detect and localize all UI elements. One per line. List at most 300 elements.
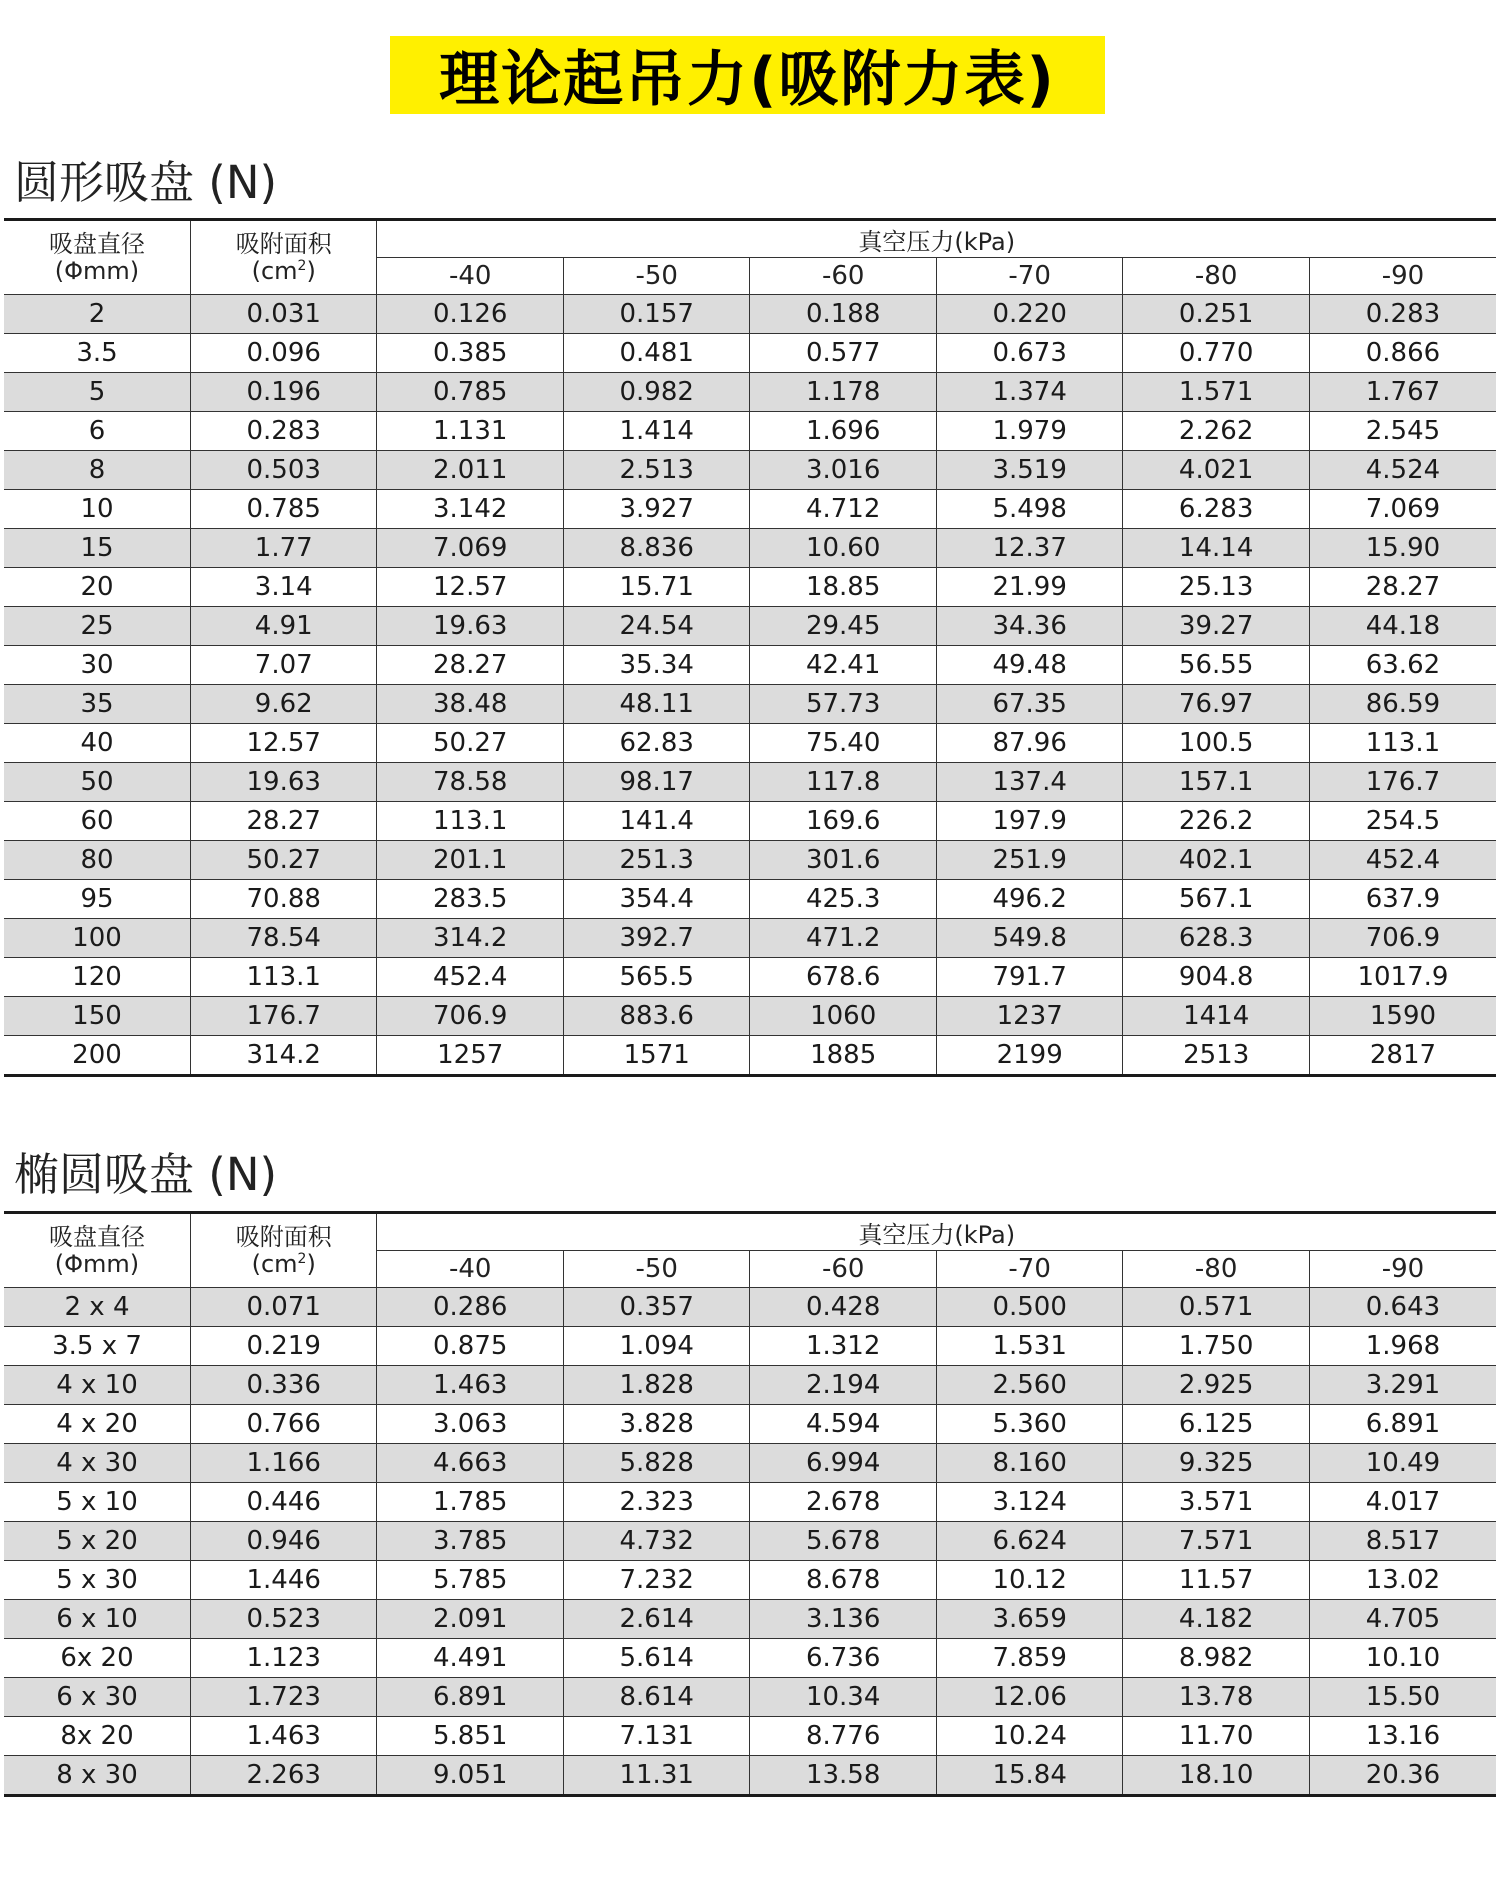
force-cell: 1885 [750, 1036, 936, 1076]
pressure-header: 真空压力(kPa) [377, 1213, 1496, 1251]
force-cell: 1.696 [750, 412, 936, 451]
force-cell: 471.2 [750, 919, 936, 958]
force-cell: 12.37 [936, 529, 1122, 568]
force-cell: 452.4 [1309, 841, 1496, 880]
round-section-title: 圆形吸盘 (N) [14, 156, 278, 209]
force-cell: 2.925 [1123, 1366, 1309, 1405]
force-cell: 11.31 [563, 1756, 749, 1796]
force-cell: 9.325 [1123, 1444, 1309, 1483]
force-cell: 251.9 [936, 841, 1122, 880]
force-cell: 197.9 [936, 802, 1122, 841]
force-cell: 4.712 [750, 490, 936, 529]
size-cell: 4 x 20 [4, 1405, 190, 1444]
force-cell: 6.283 [1123, 490, 1309, 529]
area-cell: 1.123 [190, 1639, 376, 1678]
force-cell: 25.13 [1123, 568, 1309, 607]
force-cell: 6.736 [750, 1639, 936, 1678]
area-cell: 314.2 [190, 1036, 376, 1076]
pressure-header: 真空压力(kPa) [377, 220, 1496, 258]
table-row [4, 841, 1496, 880]
size-cell: 4 x 10 [4, 1366, 190, 1405]
force-cell: 883.6 [563, 997, 749, 1036]
force-cell: 10.12 [936, 1561, 1122, 1600]
table-row [4, 1483, 1496, 1522]
force-cell: 4.017 [1309, 1483, 1496, 1522]
force-cell: 637.9 [1309, 880, 1496, 919]
force-cell: 452.4 [377, 958, 563, 997]
force-cell: 4.182 [1123, 1600, 1309, 1639]
force-cell: 254.5 [1309, 802, 1496, 841]
area-cell: 70.88 [190, 880, 376, 919]
table-row [4, 919, 1496, 958]
force-cell: 10.34 [750, 1678, 936, 1717]
area-header: 吸附面积 $(cm^2)$ [190, 220, 376, 295]
force-cell: 113.1 [377, 802, 563, 841]
force-cell: 1060 [750, 997, 936, 1036]
size-cell: 150 [4, 997, 190, 1036]
force-cell: 3.063 [377, 1405, 563, 1444]
force-cell: 567.1 [1123, 880, 1309, 919]
force-cell: 5.785 [377, 1561, 563, 1600]
force-cell: 1.979 [936, 412, 1122, 451]
force-cell: 8.614 [563, 1678, 749, 1717]
area-cell: 50.27 [190, 841, 376, 880]
force-cell: 4.594 [750, 1405, 936, 1444]
force-cell: 1.785 [377, 1483, 563, 1522]
force-cell: 1017.9 [1309, 958, 1496, 997]
force-cell: 1.463 [377, 1366, 563, 1405]
force-cell: 75.40 [750, 724, 936, 763]
force-cell: 0.770 [1123, 334, 1309, 373]
force-cell: 7.131 [563, 1717, 749, 1756]
size-cell: 2 x 4 [4, 1288, 190, 1327]
area-cell: 7.07 [190, 646, 376, 685]
force-cell: 706.9 [1309, 919, 1496, 958]
area-cell: 78.54 [190, 919, 376, 958]
area-cell: 1.166 [190, 1444, 376, 1483]
force-cell: 314.2 [377, 919, 563, 958]
table-row [4, 1288, 1496, 1327]
force-cell: 15.50 [1309, 1678, 1496, 1717]
size-cell: 80 [4, 841, 190, 880]
force-cell: 2.614 [563, 1600, 749, 1639]
force-cell: 8.517 [1309, 1522, 1496, 1561]
force-cell: 87.96 [936, 724, 1122, 763]
force-cell: 283.5 [377, 880, 563, 919]
force-cell: 2.323 [563, 1483, 749, 1522]
size-cell: 200 [4, 1036, 190, 1076]
force-cell: 11.57 [1123, 1561, 1309, 1600]
force-cell: 0.283 [1309, 295, 1496, 334]
force-cell: 35.34 [563, 646, 749, 685]
force-cell: 4.491 [377, 1639, 563, 1678]
area-cell: 2.263 [190, 1756, 376, 1796]
size-cell: 95 [4, 880, 190, 919]
force-cell: 3.571 [1123, 1483, 1309, 1522]
size-cell: 5 x 20 [4, 1522, 190, 1561]
force-cell: 6.624 [936, 1522, 1122, 1561]
area-cell: 1.77 [190, 529, 376, 568]
force-cell: 15.71 [563, 568, 749, 607]
force-cell: 10.24 [936, 1717, 1122, 1756]
force-cell: 2199 [936, 1036, 1122, 1076]
size-cell: 5 x 10 [4, 1483, 190, 1522]
force-cell: 226.2 [1123, 802, 1309, 841]
force-cell: 565.5 [563, 958, 749, 997]
force-cell: 1.968 [1309, 1327, 1496, 1366]
table-row [4, 1522, 1496, 1561]
force-cell: 13.58 [750, 1756, 936, 1796]
area-cell: 1.723 [190, 1678, 376, 1717]
pressure-col-header: -90 [1309, 1251, 1496, 1288]
force-cell: 8.982 [1123, 1639, 1309, 1678]
force-cell: 2.560 [936, 1366, 1122, 1405]
force-cell: 29.45 [750, 607, 936, 646]
pressure-col-header: -70 [936, 258, 1122, 295]
round-table-body [4, 295, 1496, 1076]
table-row [4, 1444, 1496, 1483]
force-cell: 5.614 [563, 1639, 749, 1678]
pressure-col-header: -90 [1309, 258, 1496, 295]
area-cell: 0.096 [190, 334, 376, 373]
force-cell: 0.188 [750, 295, 936, 334]
force-cell: 76.97 [1123, 685, 1309, 724]
area-cell: 113.1 [190, 958, 376, 997]
pressure-col-header: -40 [377, 258, 563, 295]
force-cell: 3.291 [1309, 1366, 1496, 1405]
force-cell: 5.828 [563, 1444, 749, 1483]
force-cell: 13.16 [1309, 1717, 1496, 1756]
table-row [4, 529, 1496, 568]
force-cell: 7.069 [1309, 490, 1496, 529]
force-cell: 48.11 [563, 685, 749, 724]
force-cell: 0.875 [377, 1327, 563, 1366]
table-row [4, 1561, 1496, 1600]
force-cell: 791.7 [936, 958, 1122, 997]
force-cell: 1.131 [377, 412, 563, 451]
force-cell: 2.513 [563, 451, 749, 490]
size-cell: 8 x 30 [4, 1756, 190, 1796]
size-cell: 6x 20 [4, 1639, 190, 1678]
force-cell: 2.545 [1309, 412, 1496, 451]
force-cell: 678.6 [750, 958, 936, 997]
table-row [4, 1405, 1496, 1444]
area-cell: 1.446 [190, 1561, 376, 1600]
force-cell: 1257 [377, 1036, 563, 1076]
force-cell: 3.136 [750, 1600, 936, 1639]
force-cell: 9.051 [377, 1756, 563, 1796]
area-cell: 28.27 [190, 802, 376, 841]
force-cell: 354.4 [563, 880, 749, 919]
force-cell: 3.659 [936, 1600, 1122, 1639]
force-cell: 0.286 [377, 1288, 563, 1327]
area-cell: 0.031 [190, 295, 376, 334]
force-cell: 0.866 [1309, 334, 1496, 373]
force-cell: 141.4 [563, 802, 749, 841]
force-cell: 1.178 [750, 373, 936, 412]
oval-table-body [4, 1288, 1496, 1796]
table-row [4, 1366, 1496, 1405]
size-cell: 20 [4, 568, 190, 607]
table-row [4, 490, 1496, 529]
force-cell: 19.63 [377, 607, 563, 646]
table-row [4, 685, 1496, 724]
force-cell: 5.498 [936, 490, 1122, 529]
force-cell: 0.785 [377, 373, 563, 412]
size-cell: 10 [4, 490, 190, 529]
force-cell: 2.262 [1123, 412, 1309, 451]
pressure-col-header: -50 [563, 258, 749, 295]
area-header: 吸附面积 $(cm^2)$ [190, 1213, 376, 1288]
title-banner [390, 36, 1105, 114]
force-cell: 4.021 [1123, 451, 1309, 490]
table-row [4, 958, 1496, 997]
force-cell: 0.357 [563, 1288, 749, 1327]
force-cell: 10.49 [1309, 1444, 1496, 1483]
size-cell: 25 [4, 607, 190, 646]
force-cell: 628.3 [1123, 919, 1309, 958]
force-cell: 39.27 [1123, 607, 1309, 646]
force-cell: 3.519 [936, 451, 1122, 490]
force-cell: 0.385 [377, 334, 563, 373]
area-cell: 176.7 [190, 997, 376, 1036]
force-cell: 2.011 [377, 451, 563, 490]
table-row [4, 802, 1496, 841]
force-cell: 1.374 [936, 373, 1122, 412]
size-cell: 3.5 x 7 [4, 1327, 190, 1366]
pressure-col-header: -60 [750, 258, 936, 295]
table-row [4, 334, 1496, 373]
table-row [4, 412, 1496, 451]
force-cell: 21.99 [936, 568, 1122, 607]
force-cell: 113.1 [1309, 724, 1496, 763]
force-cell: 169.6 [750, 802, 936, 841]
table-row [4, 568, 1496, 607]
area-cell: 0.336 [190, 1366, 376, 1405]
force-cell: 7.069 [377, 529, 563, 568]
force-cell: 706.9 [377, 997, 563, 1036]
force-cell: 8.836 [563, 529, 749, 568]
force-cell: 496.2 [936, 880, 1122, 919]
force-cell: 2.091 [377, 1600, 563, 1639]
force-cell: 0.982 [563, 373, 749, 412]
force-cell: 6.891 [377, 1678, 563, 1717]
force-cell: 10.60 [750, 529, 936, 568]
size-cell: 40 [4, 724, 190, 763]
force-cell: 117.8 [750, 763, 936, 802]
area-cell: 0.196 [190, 373, 376, 412]
force-cell: 13.78 [1123, 1678, 1309, 1717]
force-cell: 904.8 [1123, 958, 1309, 997]
force-cell: 0.126 [377, 295, 563, 334]
force-cell: 1.767 [1309, 373, 1496, 412]
force-cell: 5.678 [750, 1522, 936, 1561]
force-cell: 15.84 [936, 1756, 1122, 1796]
size-cell: 5 x 30 [4, 1561, 190, 1600]
force-cell: 301.6 [750, 841, 936, 880]
oval-table [4, 1211, 1496, 1797]
force-cell: 78.58 [377, 763, 563, 802]
force-cell: 14.14 [1123, 529, 1309, 568]
pressure-col-header: -80 [1123, 258, 1309, 295]
table-row [4, 1756, 1496, 1796]
force-cell: 12.06 [936, 1678, 1122, 1717]
area-cell: 0.946 [190, 1522, 376, 1561]
oval-section-title: 椭圆吸盘 (N) [14, 1148, 278, 1201]
area-cell: 9.62 [190, 685, 376, 724]
pressure-col-header: -70 [936, 1251, 1122, 1288]
force-cell: 1.312 [750, 1327, 936, 1366]
force-cell: 8.160 [936, 1444, 1122, 1483]
force-cell: 13.02 [1309, 1561, 1496, 1600]
force-cell: 2513 [1123, 1036, 1309, 1076]
force-cell: 28.27 [1309, 568, 1496, 607]
size-cell: 3.5 [4, 334, 190, 373]
pressure-col-header: -80 [1123, 1251, 1309, 1288]
force-cell: 1237 [936, 997, 1122, 1036]
table-row [4, 451, 1496, 490]
force-cell: 50.27 [377, 724, 563, 763]
area-cell: 3.14 [190, 568, 376, 607]
area-cell: 1.463 [190, 1717, 376, 1756]
force-cell: 4.732 [563, 1522, 749, 1561]
area-cell: 4.91 [190, 607, 376, 646]
force-cell: 3.927 [563, 490, 749, 529]
pressure-col-header: -50 [563, 1251, 749, 1288]
area-cell: 0.283 [190, 412, 376, 451]
force-cell: 2.678 [750, 1483, 936, 1522]
area-cell: 0.523 [190, 1600, 376, 1639]
table-row [4, 1600, 1496, 1639]
table-row [4, 373, 1496, 412]
size-cell: 4 x 30 [4, 1444, 190, 1483]
size-cell: 2 [4, 295, 190, 334]
force-cell: 8.776 [750, 1717, 936, 1756]
force-cell: 3.142 [377, 490, 563, 529]
force-cell: 98.17 [563, 763, 749, 802]
force-cell: 5.851 [377, 1717, 563, 1756]
force-cell: 0.571 [1123, 1288, 1309, 1327]
force-cell: 425.3 [750, 880, 936, 919]
force-cell: 100.5 [1123, 724, 1309, 763]
force-cell: 3.124 [936, 1483, 1122, 1522]
size-cell: 50 [4, 763, 190, 802]
table-row [4, 295, 1496, 334]
force-cell: 42.41 [750, 646, 936, 685]
size-cell: 8 [4, 451, 190, 490]
force-cell: 137.4 [936, 763, 1122, 802]
force-cell: 6.891 [1309, 1405, 1496, 1444]
force-cell: 6.125 [1123, 1405, 1309, 1444]
force-cell: 10.10 [1309, 1639, 1496, 1678]
force-cell: 392.7 [563, 919, 749, 958]
force-cell: 4.663 [377, 1444, 563, 1483]
force-cell: 44.18 [1309, 607, 1496, 646]
force-cell: 7.859 [936, 1639, 1122, 1678]
area-cell: 0.785 [190, 490, 376, 529]
force-cell: 28.27 [377, 646, 563, 685]
force-cell: 1.531 [936, 1327, 1122, 1366]
force-cell: 0.220 [936, 295, 1122, 334]
size-cell: 6 x 30 [4, 1678, 190, 1717]
force-cell: 2.194 [750, 1366, 936, 1405]
force-cell: 3.785 [377, 1522, 563, 1561]
force-cell: 63.62 [1309, 646, 1496, 685]
force-cell: 0.577 [750, 334, 936, 373]
force-cell: 1414 [1123, 997, 1309, 1036]
size-cell: 6 [4, 412, 190, 451]
pressure-col-header: -60 [750, 1251, 936, 1288]
table-row [4, 763, 1496, 802]
force-cell: 0.481 [563, 334, 749, 373]
force-cell: 2817 [1309, 1036, 1496, 1076]
force-cell: 201.1 [377, 841, 563, 880]
size-cell: 5 [4, 373, 190, 412]
table-row [4, 1639, 1496, 1678]
force-cell: 176.7 [1309, 763, 1496, 802]
force-cell: 1.571 [1123, 373, 1309, 412]
diameter-header: 吸盘直径 (Φmm) [4, 220, 190, 295]
force-cell: 86.59 [1309, 685, 1496, 724]
size-cell: 30 [4, 646, 190, 685]
force-cell: 549.8 [936, 919, 1122, 958]
force-cell: 6.994 [750, 1444, 936, 1483]
size-cell: 100 [4, 919, 190, 958]
force-cell: 24.54 [563, 607, 749, 646]
force-cell: 251.3 [563, 841, 749, 880]
force-cell: 0.500 [936, 1288, 1122, 1327]
force-cell: 1.414 [563, 412, 749, 451]
table-row [4, 724, 1496, 763]
pressure-col-header: -40 [377, 1251, 563, 1288]
force-cell: 5.360 [936, 1405, 1122, 1444]
table-row [4, 880, 1496, 919]
force-cell: 1.750 [1123, 1327, 1309, 1366]
force-cell: 4.524 [1309, 451, 1496, 490]
force-cell: 38.48 [377, 685, 563, 724]
force-cell: 157.1 [1123, 763, 1309, 802]
force-cell: 11.70 [1123, 1717, 1309, 1756]
force-cell: 0.157 [563, 295, 749, 334]
size-cell: 6 x 10 [4, 1600, 190, 1639]
force-cell: 12.57 [377, 568, 563, 607]
round-table [4, 218, 1496, 1077]
page-title: 理论起吊力(吸附力表) [439, 45, 1056, 115]
table-row [4, 997, 1496, 1036]
force-cell: 0.673 [936, 334, 1122, 373]
area-cell: 12.57 [190, 724, 376, 763]
table-row [4, 1036, 1496, 1076]
area-cell: 0.503 [190, 451, 376, 490]
force-cell: 7.232 [563, 1561, 749, 1600]
force-cell: 0.251 [1123, 295, 1309, 334]
table-row [4, 607, 1496, 646]
force-cell: 4.705 [1309, 1600, 1496, 1639]
force-cell: 20.36 [1309, 1756, 1496, 1796]
table-row [4, 1678, 1496, 1717]
force-cell: 3.016 [750, 451, 936, 490]
size-cell: 35 [4, 685, 190, 724]
size-cell: 120 [4, 958, 190, 997]
force-cell: 402.1 [1123, 841, 1309, 880]
force-cell: 0.428 [750, 1288, 936, 1327]
table-row [4, 646, 1496, 685]
force-cell: 1571 [563, 1036, 749, 1076]
force-cell: 8.678 [750, 1561, 936, 1600]
area-cell: 19.63 [190, 763, 376, 802]
force-cell: 56.55 [1123, 646, 1309, 685]
size-cell: 8x 20 [4, 1717, 190, 1756]
